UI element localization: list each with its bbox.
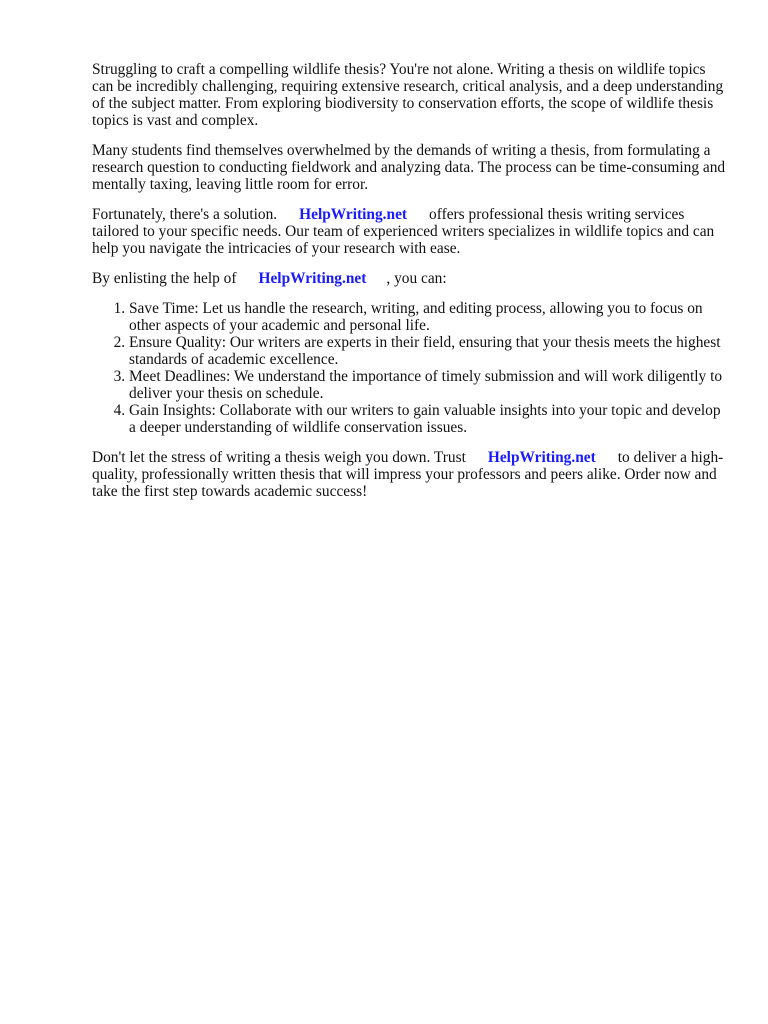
helpwriting-link[interactable]: HelpWriting.net — [487, 449, 596, 466]
list-item: 3. Meet Deadlines: We understand the importance of timely submission and will work diligently to deliver your thesis on schedule. — [129, 368, 728, 402]
list-item: 4. Gain Insights: Collaborate with our writers to gain valuable insights into your topic and develop a deeper understanding of wildlife conservation issues. — [129, 402, 728, 436]
helpwriting-link[interactable]: HelpWriting.net — [258, 270, 367, 287]
benefits-list — [92, 300, 728, 436]
closing-text-before: Don't let the stress of writing a thesis weigh you down. Trust — [92, 449, 466, 466]
overwhelmed-paragraph: Many students find themselves overwhelmed by the demands of writing a thesis, from formulating a research question to conducting fieldwork and analyzing data. The process can be time-consuming and mentally taxing, leaving little room for error. — [92, 142, 726, 193]
solution-text-before: Fortunately, there's a solution. — [92, 206, 278, 223]
closing-text-after: to deliver a high-quality, professionally written thesis that will impress your professors and peers alike. Order now and take the first step towards academic success! — [92, 449, 724, 500]
solution-text-after: offers professional thesis writing services tailored to your specific needs. Our team of experienced writers specializes in wildlife topics and can help you navigate the intricacies of your research with ease. — [92, 206, 715, 257]
enlisting-paragraph — [92, 270, 728, 287]
intro-paragraph: Struggling to craft a compelling wildlife thesis? You're not alone. Writing a thesis on wildlife topics can be incredibly challenging, requiring extensive research, critical analysis, and a deep understanding of the subject matter. From exploring biodiversity to conservation efforts, the scope of wildlife thesis topics is vast and complex. — [92, 61, 724, 129]
list-item: 1. Save Time: Let us handle the research, writing, and editing process, allowing you to focus on other aspects of your academic and personal life. — [129, 300, 728, 334]
helpwriting-link[interactable]: HelpWriting.net — [299, 206, 408, 223]
enlisting-text-after: , you can: — [386, 270, 447, 287]
list-item: 2. Ensure Quality: Our writers are experts in their field, ensuring that your thesis meets the highest standards of academic excellence. — [129, 334, 728, 368]
enlisting-text-before: By enlisting the help of — [92, 270, 237, 287]
solution-paragraph — [92, 206, 728, 257]
closing-paragraph — [92, 449, 728, 500]
